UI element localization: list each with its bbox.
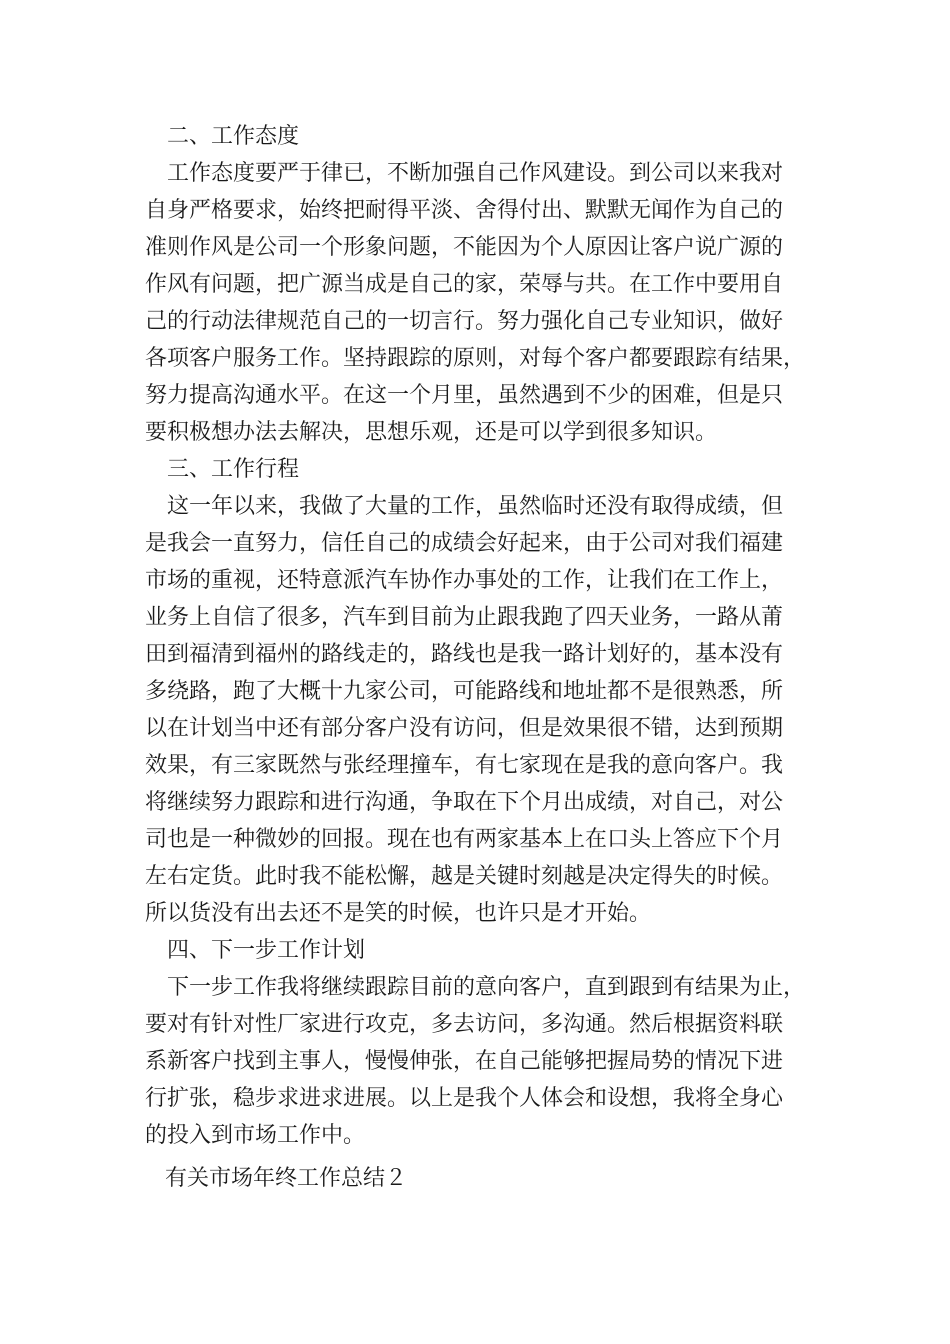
- paragraph-line: 自身严格要求，始终把耐得平淡、舍得付出、默默无闻作为自己的: [145, 198, 784, 223]
- paragraph-line: 是我会一直努力，信任自己的成绩会好起来，由于公司对我们福建: [145, 531, 784, 556]
- paragraph-line: 市场的重视，还特意派汽车协作办事处的工作，让我们在工作上，: [145, 568, 784, 593]
- paragraph-line: 将继续努力跟踪和进行沟通，争取在下个月出成绩，对自己，对公: [145, 790, 784, 815]
- paragraph-line: 要对有针对性厂家进行攻克，多去访问，多沟通。然后根据资料联: [145, 1012, 784, 1037]
- paragraph-line: 作风有问题，把广源当成是自己的家，荣辱与共。在工作中要用自: [145, 272, 784, 297]
- section-heading-work-attitude: 二、工作态度: [167, 124, 300, 149]
- paragraph-line: 以在计划当中还有部分客户没有访问，但是效果很不错，达到预期: [145, 716, 784, 741]
- paragraph-line: 己的行动法律规范自己的一切言行。努力强化自己专业知识，做好: [145, 309, 784, 334]
- paragraph-line: 效果，有三家既然与张经理撞车，有七家现在是我的意向客户。我: [145, 753, 784, 778]
- paragraph-line: 要积极想办法去解决，思想乐观，还是可以学到很多知识。: [145, 420, 718, 445]
- paragraph-line: 多绕路，跑了大概十九家公司，可能路线和地址都不是很熟悉，所: [145, 679, 784, 704]
- paragraph-line: 左右定货。此时我不能松懈，越是关键时刻越是决定得失的时候。: [145, 864, 784, 889]
- paragraph-line: 行扩张，稳步求进求进展。以上是我个人体会和设想，我将全身心: [145, 1086, 784, 1111]
- paragraph-line: 所以货没有出去还不是笑的时候，也许只是才开始。: [145, 901, 652, 926]
- paragraph-line: 田到福清到福州的路线走的，路线也是我一路计划好的，基本没有: [145, 642, 784, 667]
- paragraph-line: 系新客户找到主事人，慢慢伸张，在自己能够把握局势的情况下进: [145, 1049, 784, 1074]
- section-heading-work-schedule: 三、工作行程: [167, 457, 300, 482]
- document-subtitle: 有关市场年终工作总结２: [165, 1166, 408, 1191]
- paragraph-line: 工作态度要严于律已，不断加强自己作风建设。到公司以来我对: [167, 161, 784, 186]
- paragraph-line: 的投入到市场工作中。: [145, 1123, 366, 1148]
- paragraph-line: 各项客户服务工作。坚持跟踪的原则，对每个客户都要跟踪有结果，: [145, 346, 806, 371]
- paragraph-line: 业务上自信了很多，汽车到目前为止跟我跑了四天业务，一路从莆: [145, 605, 784, 630]
- paragraph-line: 这一年以来，我做了大量的工作，虽然临时还没有取得成绩，但: [167, 494, 784, 519]
- paragraph-line: 准则作风是公司一个形象问题，不能因为个人原因让客户说广源的: [145, 235, 784, 260]
- paragraph-line: 司也是一种微妙的回报。现在也有两家基本上在口头上答应下个月: [145, 827, 784, 852]
- paragraph-line: 努力提高沟通水平。在这一个月里，虽然遇到不少的困难，但是只: [145, 383, 784, 408]
- paragraph-line: 下一步工作我将继续跟踪目前的意向客户，直到跟到有结果为止，: [167, 975, 806, 1000]
- section-heading-next-plan: 四、下一步工作计划: [167, 938, 366, 963]
- document-page: [145, 118, 810, 1197]
